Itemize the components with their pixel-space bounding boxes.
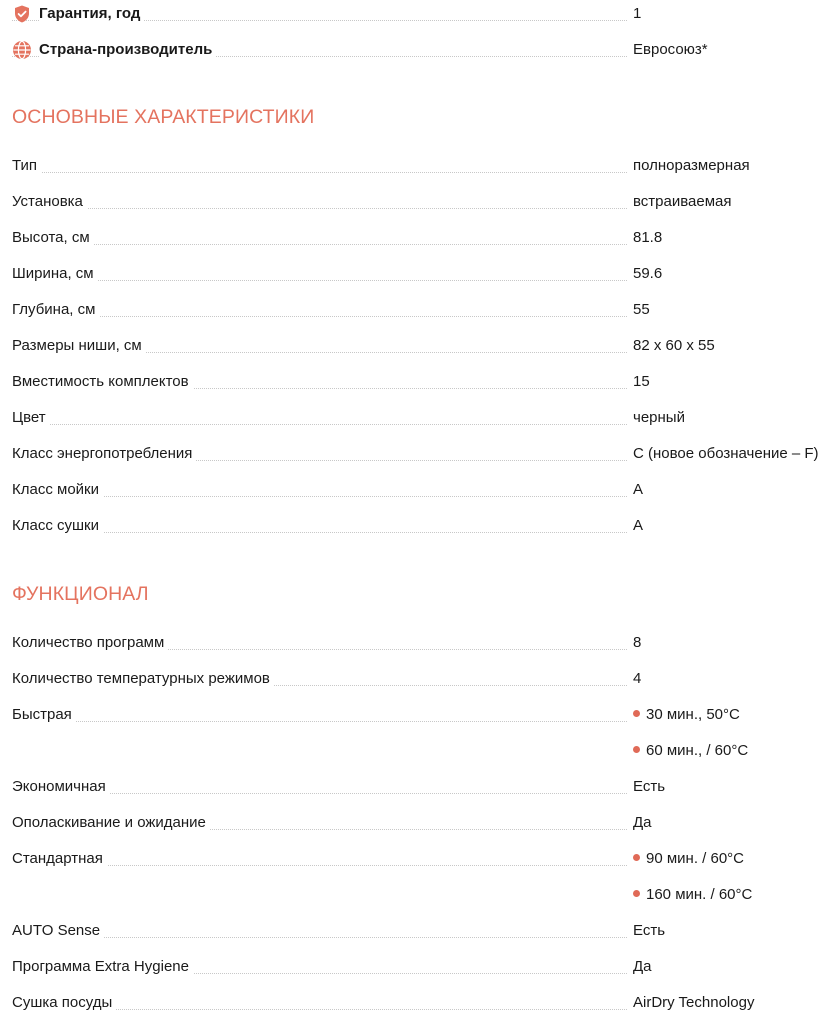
spec-value: 8 [633, 634, 642, 651]
dotted-leader [12, 172, 627, 173]
spec-value: черный [633, 409, 685, 426]
dotted-leader [12, 316, 627, 317]
spec-label: Размеры ниши, см [12, 335, 146, 357]
spec-value-list-item [633, 740, 748, 762]
spec-row [12, 371, 827, 393]
spec-label: Гарантия, год [39, 3, 144, 25]
dotted-leader [12, 937, 627, 938]
spec-value: 55 [633, 301, 650, 318]
spec-label: Стандартная [12, 848, 107, 870]
spec-value: встраиваемая [633, 193, 732, 210]
spec-row [12, 191, 827, 213]
spec-value-list-item [633, 848, 744, 870]
spec-row [12, 668, 827, 690]
spec-row [12, 632, 827, 654]
spec-value: 30 мин., 50°C [646, 706, 740, 723]
spec-row-country [12, 39, 827, 61]
spec-value: 160 мин. / 60°C [646, 886, 753, 903]
spec-row [12, 515, 827, 537]
spec-label: Вместимость комплектов [12, 371, 193, 393]
spec-row [12, 956, 827, 978]
spec-label: Ширина, см [12, 263, 98, 285]
spec-label: Количество программ [12, 632, 168, 654]
spec-value: 90 мин. / 60°C [646, 850, 745, 867]
spec-row [12, 479, 827, 501]
spec-label: Ополаскивание и ожидание [12, 812, 210, 834]
spec-value-list-item [633, 704, 740, 726]
bullet-dot-icon [633, 890, 640, 897]
spec-value: 59.6 [633, 265, 663, 282]
bullet-dot-icon [633, 710, 640, 717]
dotted-leader [12, 280, 627, 281]
dotted-leader [12, 244, 627, 245]
dotted-leader [12, 496, 627, 497]
spec-label: Быстрая [12, 704, 76, 726]
spec-value: 60 мин., / 60°C [646, 742, 749, 759]
spec-value: 4 [633, 670, 642, 687]
section-heading-main: ОСНОВНЫЕ ХАРАКТЕРИСТИКИ [12, 106, 315, 128]
spec-label: AUTO Sense [12, 920, 104, 942]
spec-row [12, 443, 827, 465]
spec-value: AirDry Technology [633, 994, 755, 1011]
spec-label: Количество температурных режимов [12, 668, 274, 690]
dotted-leader [12, 721, 627, 722]
spec-label: Цвет [12, 407, 50, 429]
spec-value: 1 [633, 5, 642, 22]
spec-row [12, 776, 827, 798]
spec-row [12, 992, 827, 1014]
spec-row-warranty [12, 3, 827, 25]
spec-label: Глубина, см [12, 299, 99, 321]
spec-value: Да [633, 814, 652, 831]
spec-label: Страна-производитель [39, 39, 216, 61]
spec-label: Класс энергопотребления [12, 443, 196, 465]
spec-value-list-item [633, 884, 752, 906]
spec-row [12, 263, 827, 285]
spec-label: Сушка посуды [12, 992, 116, 1014]
spec-row [12, 155, 827, 177]
spec-row [12, 335, 827, 357]
dotted-leader [12, 532, 627, 533]
spec-value: C (новое обозначение – F) [633, 445, 819, 462]
spec-value: полноразмерная [633, 157, 750, 174]
spec-row-continuation [12, 884, 827, 906]
spec-label: Установка [12, 191, 87, 213]
spec-label: Класс сушки [12, 515, 103, 537]
bullet-dot-icon [633, 854, 640, 861]
spec-value: Есть [633, 922, 666, 939]
spec-row [12, 299, 827, 321]
spec-value: Евросоюз* [633, 41, 708, 58]
spec-row [12, 704, 827, 726]
spec-label: Тип [12, 155, 41, 177]
spec-label: Высота, см [12, 227, 94, 249]
spec-row [12, 920, 827, 942]
spec-value: A [633, 481, 644, 498]
spec-label: Программа Extra Hygiene [12, 956, 193, 978]
shield-check-icon [12, 4, 32, 24]
bullet-dot-icon [633, 746, 640, 753]
spec-value: Да [633, 958, 652, 975]
spec-label: Класс мойки [12, 479, 103, 501]
dotted-leader [12, 424, 627, 425]
spec-label: Экономичная [12, 776, 110, 798]
spec-row [12, 812, 827, 834]
spec-row [12, 227, 827, 249]
spec-value: 82 x 60 x 55 [633, 337, 715, 354]
spec-value: 15 [633, 373, 650, 390]
spec-row [12, 848, 827, 870]
spec-value: 81.8 [633, 229, 663, 246]
spec-value: A [633, 517, 644, 534]
spec-row [12, 407, 827, 429]
spec-value: Есть [633, 778, 666, 795]
section-heading-functions: ФУНКЦИОНАЛ [12, 583, 149, 605]
globe-icon [12, 40, 32, 60]
dotted-leader [12, 208, 627, 209]
spec-row-continuation [12, 740, 827, 762]
